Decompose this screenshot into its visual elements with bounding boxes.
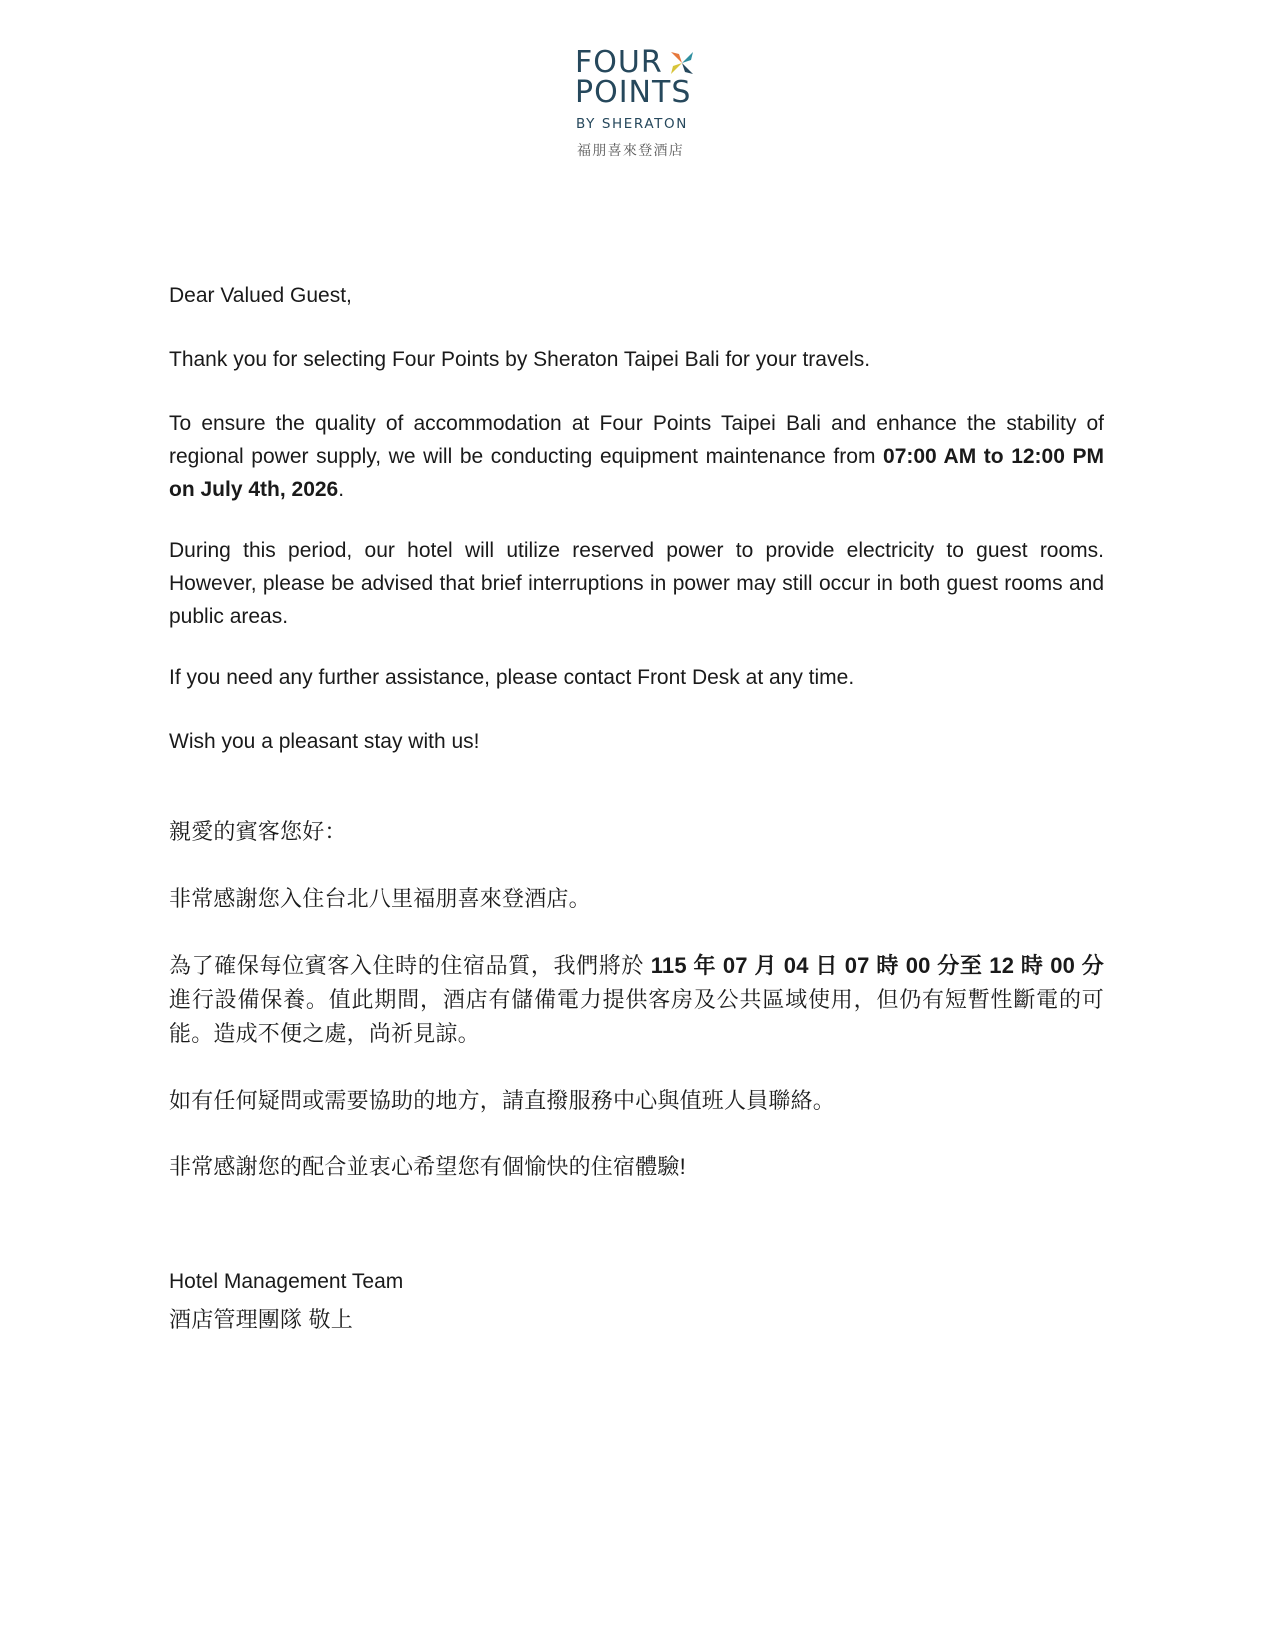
logo-wordmark-four: FOUR xyxy=(575,45,663,80)
thanks-chinese: 非常感謝您入住台北八里福朋喜來登酒店。 xyxy=(169,886,591,911)
logo-wordmark-points: POINTS xyxy=(575,75,692,110)
greeting-english: Dear Valued Guest, xyxy=(169,284,352,307)
pinwheel-icon xyxy=(669,50,695,76)
logo-wordmark-chinese: 福朋喜來登酒店 xyxy=(577,143,685,159)
notice-english xyxy=(169,407,1104,506)
wish-english: Wish you a pleasant stay with us! xyxy=(169,730,480,753)
notice-english-text: To ensure the quality of accommodation at Four Points Taipei Bali and enhance the stability of regional power supply, we will be conducting equipment maintenance from xyxy=(169,412,1104,468)
wish-chinese: 非常感謝您的配合並衷心希望您有個愉快的住宿體驗! xyxy=(169,1154,686,1179)
signature-english: Hotel Management Team xyxy=(169,1270,404,1293)
notice-chinese-end: 進行設備保養。值此期間，酒店有儲備電力提供客房及公共區域使用，但仍有短暫性斷電的可能。造成不便之處，尚祈見諒。 xyxy=(169,987,1104,1046)
notice-chinese-text: 為了確保每位賓客入住時的住宿品質，我們將於 xyxy=(169,953,651,978)
greeting-chinese: 親愛的賓客您好： xyxy=(169,819,347,844)
logo-wordmark-by-sheraton: BY SHERATON xyxy=(576,116,688,132)
period-english: During this period, our hotel will utilize reserved power to provide electricity to guest rooms. However, please be advised that brief interruptions in power may still occur in both guest rooms and public areas. xyxy=(169,539,1104,628)
maintenance-time-english: 07:00 AM to 12:00 PM on July 4th, 2026 xyxy=(169,445,1104,501)
signature-chinese: 酒店管理團隊 敬上 xyxy=(169,1307,353,1332)
notice-english-end: . xyxy=(338,478,345,501)
assist-english: If you need any further assistance, please contact Front Desk at any time. xyxy=(169,666,855,689)
assist-chinese: 如有任何疑問或需要協助的地方，請直撥服務中心與值班人員聯絡。 xyxy=(169,1088,836,1113)
notice-chinese xyxy=(169,949,1104,1051)
thanks-english: Thank you for selecting Four Points by Sheraton Taipei Bali for your travels. xyxy=(169,348,871,371)
maintenance-time-chinese: 115 年 07 月 04 日 07 時 00 分至 12 時 00 分 xyxy=(650,953,1104,978)
hotel-logo xyxy=(575,46,705,171)
